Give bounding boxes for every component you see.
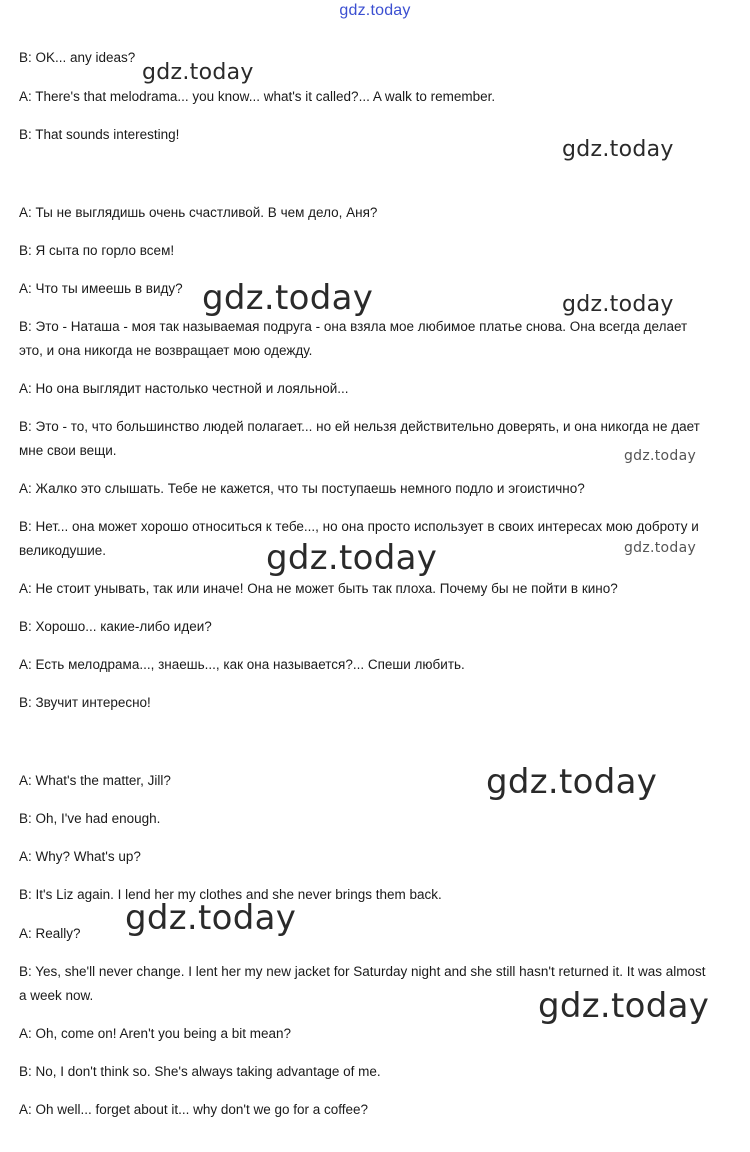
dialogue-line: A: Why? What's up?: [19, 849, 141, 864]
dialogue-line: B: No, I don't think so. She's always taking advantage of me.: [19, 1064, 381, 1079]
dialogue-line: B: Звучит интересно!: [19, 695, 151, 710]
dialogue-line: A: Oh, come on! Aren't you being a bit mean?: [19, 1026, 291, 1041]
dialogue-line: A: Но она выглядит настолько честной и лояльной...: [19, 381, 349, 396]
dialogue-line: A: Что ты имеешь в виду?: [19, 281, 183, 296]
dialogue-line: B: It's Liz again. I lend her my clothes and she never brings them back.: [19, 887, 442, 902]
watermark: gdz.today: [538, 986, 710, 1026]
dialogue-line: B: Я сыта по горло всем!: [19, 243, 175, 258]
dialogue-line: B: Yes, she'll never change. I lent her my new jacket for Saturday night and she still hasn't returned it. It was almost a week now.: [19, 964, 706, 1003]
watermark: gdz.today: [142, 60, 254, 85]
dialogue-line: A: Oh well... forget about it... why don't we go for a coffee?: [19, 1102, 369, 1117]
watermark: gdz.today: [125, 898, 297, 938]
watermark: gdz.today: [266, 538, 438, 578]
dialogue-line: A: Жалко это слышать. Тебе не кажется, что ты поступаешь немного подло и эгоистично?: [19, 481, 585, 496]
dialogue-line: B: That sounds interesting!: [19, 127, 180, 142]
dialogue-line: B: Хорошо... какие-либо идеи?: [19, 619, 212, 634]
dialogue-line: A: Не стоит унывать, так или иначе! Она не может быть так плоха. Почему бы не пойти в кино?: [19, 581, 618, 596]
dialogue-line: B: Это - то, что большинство людей полагает... но ей нельзя действительно доверять, и она никогда не дает мне свои вещи.: [19, 419, 700, 458]
watermark: gdz.today: [562, 292, 674, 317]
dialogue-line: B: Нет... она может хорошо относиться к тебе..., но она просто использует в своих интересах мою доброту и великодушие.: [19, 519, 699, 558]
header-watermark: gdz.today: [339, 2, 411, 19]
dialogue-line: A: What's the matter, Jill?: [19, 773, 171, 788]
watermark: gdz.today: [202, 278, 374, 318]
dialogue-line: A: Really?: [19, 926, 81, 941]
dialogue-line: B: Это - Наташа - моя так называемая подруга - она взяла мое любимое платье снова. Она всегда делает это, и она никогда не возвращает мою одежду.: [19, 319, 688, 358]
watermark: gdz.today: [624, 540, 697, 556]
dialogue-line: A: There's that melodrama... you know... what's it called?... A walk to remember.: [19, 89, 496, 104]
watermark: gdz.today: [624, 448, 697, 464]
dialogue-line: A: Ты не выглядишь очень счастливой. В чем дело, Аня?: [19, 205, 378, 220]
dialogue-line: B: Oh, I've had enough.: [19, 811, 161, 826]
watermark: gdz.today: [562, 137, 674, 162]
watermark: gdz.today: [486, 762, 658, 802]
dialogue-line: B: OK... any ideas?: [19, 50, 136, 65]
dialogue-line: A: Есть мелодрама..., знаешь..., как она называется?... Спеши любить.: [19, 657, 465, 672]
